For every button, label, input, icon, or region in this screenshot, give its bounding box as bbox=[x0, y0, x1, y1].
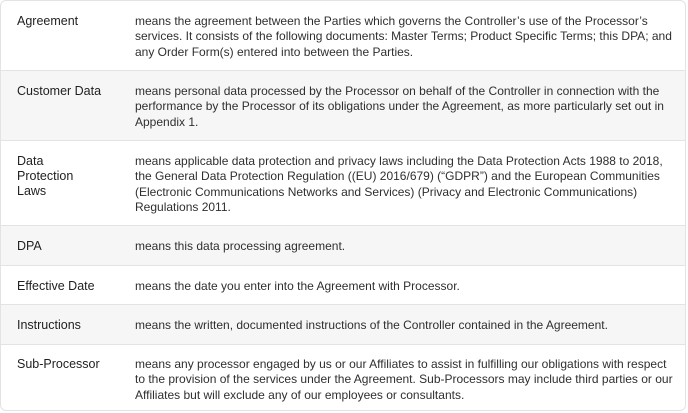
definition-row-data-protection-laws bbox=[1, 140, 685, 225]
definition-text: means the written, documented instructions of the Controller contained in the Agreement. bbox=[135, 318, 608, 332]
term-label: Effective Date bbox=[17, 279, 95, 293]
definition-text: means this data processing agreement. bbox=[135, 239, 346, 253]
term-label: DPA bbox=[17, 239, 42, 253]
definition-row-sub-processor bbox=[1, 344, 685, 411]
definition-text: means any processor engaged by us or our Affiliates to assist in fulfilling our obligations with respect to the provision of the services under the Agreement. Sub-Processors may include third parties or our Affiliates but will exclude any of our employees or consultants. bbox=[135, 357, 673, 402]
term-label: Data Protection Laws bbox=[17, 154, 74, 198]
definition-row-dpa bbox=[1, 225, 685, 265]
term-label: Agreement bbox=[17, 14, 79, 28]
definition-text: means personal data processed by the Processor on behalf of the Controller in connection with the performance by the Processor of its obligations under the Agreement, as more particularly set out in Appendix 1. bbox=[135, 84, 664, 129]
term-label: Customer Data bbox=[17, 84, 102, 98]
definition-text: means applicable data protection and privacy laws including the Data Protection Acts 1988 to 2018, the General Data Protection Regulation ((EU) 2016/679) (“GDPR”) and the European Communities (Electronic Communications Networks and Services) (Privacy and Electronic Communications) Regulations 2011. bbox=[135, 154, 663, 215]
definition-text: means the agreement between the Parties which governs the Controller’s use of the Processor’s services. It consists of the following documents: Master Terms; Product Specific Terms; this DPA; and any Order Form(s) entered into between the Parties. bbox=[135, 14, 672, 59]
definition-row-effective-date bbox=[1, 265, 685, 304]
definition-row-customer-data bbox=[1, 70, 685, 140]
term-label: Instructions bbox=[17, 318, 81, 332]
definition-text: means the date you enter into the Agreement with Processor. bbox=[135, 279, 460, 293]
definition-row-agreement bbox=[1, 1, 685, 70]
definition-row-instructions bbox=[1, 304, 685, 344]
term-label: Sub-Processor bbox=[17, 357, 100, 371]
